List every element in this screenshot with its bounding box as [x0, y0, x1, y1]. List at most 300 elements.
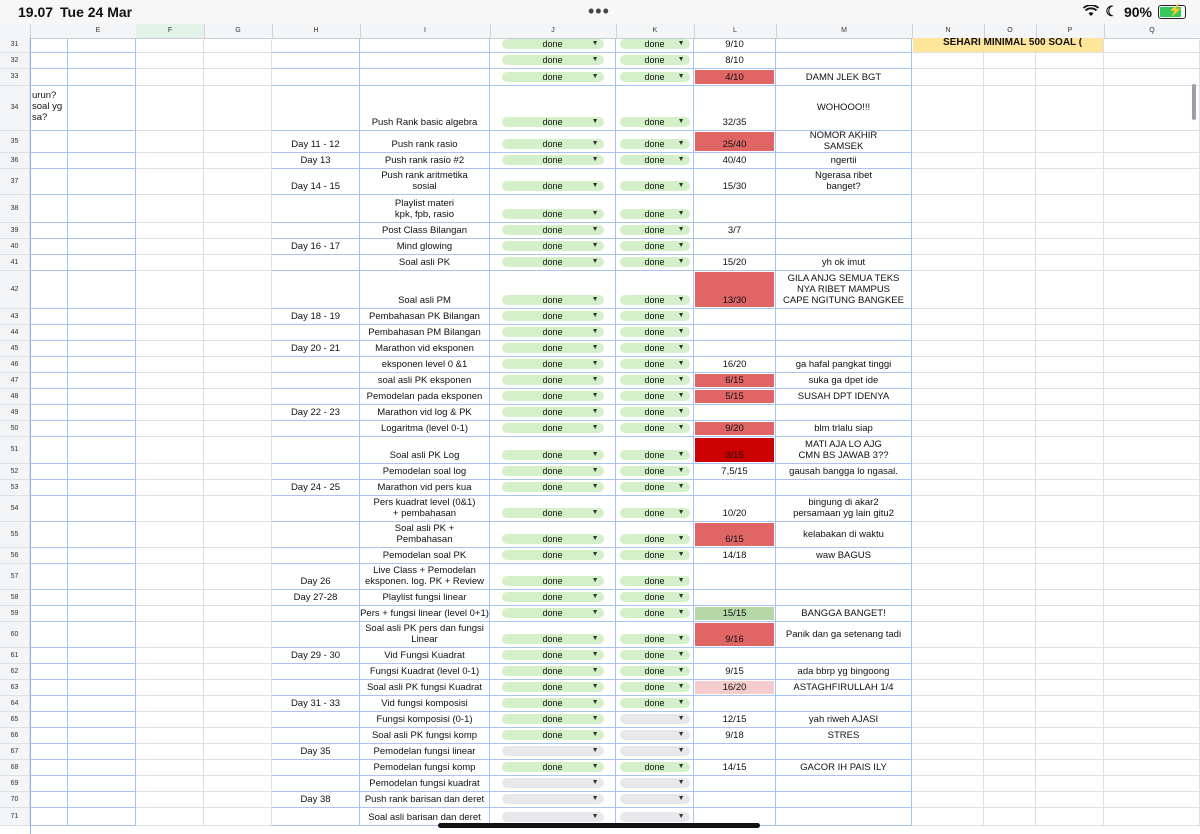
status-dropdown[interactable]	[502, 762, 604, 772]
cell-e[interactable]	[30, 696, 68, 712]
review-dropdown[interactable]	[620, 55, 690, 65]
cell-k-status[interactable]	[616, 480, 694, 496]
cell-o[interactable]	[984, 309, 1036, 325]
cell-e[interactable]	[30, 712, 68, 728]
cell-g[interactable]	[204, 271, 272, 309]
cell-q[interactable]	[1104, 648, 1200, 664]
dropdown-arrow-icon[interactable]: ▼	[677, 650, 685, 658]
cell-j-status[interactable]	[490, 53, 616, 70]
cell-k-status[interactable]	[616, 760, 694, 776]
cell-g[interactable]	[204, 153, 272, 169]
cell-q[interactable]	[1104, 480, 1200, 496]
cell-i-task[interactable]	[360, 357, 490, 373]
cell-h-day[interactable]	[272, 86, 360, 131]
review-dropdown[interactable]	[620, 682, 690, 692]
review-dropdown[interactable]	[620, 650, 690, 660]
dropdown-arrow-icon[interactable]: ▼	[677, 257, 685, 265]
cell-g[interactable]	[204, 195, 272, 223]
cell-n[interactable]	[912, 590, 984, 606]
cell-l-score[interactable]	[694, 271, 776, 309]
row-number[interactable]	[0, 480, 30, 496]
cell-g[interactable]	[204, 389, 272, 405]
cell-q[interactable]	[1104, 680, 1200, 696]
dropdown-arrow-icon[interactable]: ▼	[677, 117, 685, 125]
cell-g[interactable]	[204, 792, 272, 808]
review-dropdown[interactable]	[620, 666, 690, 676]
cell-n[interactable]	[912, 564, 984, 590]
dropdown-arrow-icon[interactable]: ▼	[677, 550, 685, 558]
cell-j-status[interactable]	[490, 648, 616, 664]
cell-i-task[interactable]	[360, 696, 490, 712]
cell-f[interactable]	[136, 792, 204, 808]
cell-j-status[interactable]	[490, 760, 616, 776]
cell-i-task[interactable]	[360, 648, 490, 664]
dropdown-arrow-icon[interactable]: ▼	[677, 666, 685, 674]
cell-i-task[interactable]	[360, 405, 490, 421]
cell-p[interactable]	[1036, 606, 1104, 622]
cell-l-score[interactable]	[694, 325, 776, 341]
status-dropdown[interactable]	[502, 482, 604, 492]
cell-p[interactable]	[1036, 405, 1104, 421]
cell-k-status[interactable]	[616, 373, 694, 389]
status-dropdown[interactable]	[502, 225, 604, 235]
row-number[interactable]	[0, 464, 30, 480]
cell-e[interactable]	[30, 728, 68, 744]
cell-e2[interactable]	[68, 496, 136, 522]
status-dropdown[interactable]	[502, 730, 604, 740]
cell-p[interactable]	[1036, 53, 1104, 70]
cell-n[interactable]	[912, 464, 984, 480]
review-dropdown[interactable]	[620, 311, 690, 321]
cell-m-note[interactable]	[776, 389, 912, 405]
cell-h-day[interactable]	[272, 69, 360, 86]
cell-l-score[interactable]	[694, 389, 776, 405]
cell-j-status[interactable]	[490, 696, 616, 712]
cell-h-day[interactable]	[272, 309, 360, 325]
column-header-g[interactable]: G	[204, 24, 273, 38]
cell-q[interactable]	[1104, 776, 1200, 792]
cell-f[interactable]	[136, 480, 204, 496]
cell-e[interactable]	[30, 437, 68, 464]
cell-o[interactable]	[984, 131, 1036, 153]
status-dropdown[interactable]	[502, 650, 604, 660]
status-dropdown[interactable]	[502, 257, 604, 267]
cell-k-status[interactable]	[616, 255, 694, 271]
cell-m-note[interactable]	[776, 792, 912, 808]
row-number[interactable]	[0, 744, 30, 760]
cell-f[interactable]	[136, 309, 204, 325]
dropdown-arrow-icon[interactable]: ▼	[591, 778, 599, 786]
cell-e2[interactable]	[68, 728, 136, 744]
dropdown-arrow-icon[interactable]: ▼	[591, 72, 599, 80]
cell-q[interactable]	[1104, 357, 1200, 373]
cell-p[interactable]	[1036, 664, 1104, 680]
cell-j-status[interactable]	[490, 153, 616, 169]
cell-n[interactable]	[912, 86, 984, 131]
cell-q[interactable]	[1104, 69, 1200, 86]
cell-q[interactable]	[1104, 86, 1200, 131]
cell-o[interactable]	[984, 389, 1036, 405]
cell-k-status[interactable]	[616, 271, 694, 309]
cell-n[interactable]	[912, 606, 984, 622]
cell-h-day[interactable]	[272, 744, 360, 760]
cell-j-status[interactable]	[490, 548, 616, 564]
cell-i-task[interactable]	[360, 480, 490, 496]
cell-l-score[interactable]	[694, 564, 776, 590]
cell-j-status[interactable]	[490, 195, 616, 223]
cell-j-status[interactable]	[490, 131, 616, 153]
cell-i-task[interactable]	[360, 760, 490, 776]
cell-e[interactable]	[30, 53, 68, 70]
cell-g[interactable]	[204, 38, 272, 53]
cell-l-score[interactable]	[694, 53, 776, 70]
cell-g[interactable]	[204, 590, 272, 606]
cell-g[interactable]	[204, 744, 272, 760]
review-dropdown[interactable]	[620, 295, 690, 305]
cell-j-status[interactable]	[490, 664, 616, 680]
row-number[interactable]	[0, 341, 30, 357]
row-number[interactable]	[0, 405, 30, 421]
cell-g[interactable]	[204, 606, 272, 622]
cell-f[interactable]	[136, 38, 204, 53]
cell-e2[interactable]	[68, 744, 136, 760]
review-dropdown[interactable]	[620, 812, 690, 822]
dropdown-arrow-icon[interactable]: ▼	[591, 714, 599, 722]
cell-m-note[interactable]	[776, 744, 912, 760]
dropdown-arrow-icon[interactable]: ▼	[677, 534, 685, 542]
dropdown-arrow-icon[interactable]: ▼	[591, 794, 599, 802]
cell-j-status[interactable]	[490, 405, 616, 421]
cell-p[interactable]	[1036, 153, 1104, 169]
cell-g[interactable]	[204, 357, 272, 373]
cell-p[interactable]	[1036, 496, 1104, 522]
cell-g[interactable]	[204, 255, 272, 271]
cell-f[interactable]	[136, 153, 204, 169]
cell-j-status[interactable]	[490, 325, 616, 341]
status-dropdown[interactable]	[502, 72, 604, 82]
cell-q[interactable]	[1104, 255, 1200, 271]
cell-j-status[interactable]	[490, 271, 616, 309]
cell-k-status[interactable]	[616, 69, 694, 86]
dropdown-arrow-icon[interactable]: ▼	[591, 311, 599, 319]
cell-e[interactable]	[30, 648, 68, 664]
cell-l-score[interactable]	[694, 169, 776, 195]
cell-o[interactable]	[984, 696, 1036, 712]
cell-o[interactable]	[984, 496, 1036, 522]
cell-i-task[interactable]	[360, 309, 490, 325]
cell-n[interactable]	[912, 239, 984, 255]
dropdown-arrow-icon[interactable]: ▼	[591, 117, 599, 125]
cell-p[interactable]	[1036, 680, 1104, 696]
cell-l-score[interactable]	[694, 696, 776, 712]
cell-h-day[interactable]	[272, 255, 360, 271]
cell-m-note[interactable]	[776, 808, 912, 826]
cell-e[interactable]	[30, 480, 68, 496]
cell-e[interactable]	[30, 606, 68, 622]
status-dropdown[interactable]	[502, 375, 604, 385]
dropdown-arrow-icon[interactable]: ▼	[591, 241, 599, 249]
cell-o[interactable]	[984, 776, 1036, 792]
cell-k-status[interactable]	[616, 728, 694, 744]
cell-e[interactable]	[30, 341, 68, 357]
cell-o[interactable]	[984, 153, 1036, 169]
status-dropdown[interactable]	[502, 634, 604, 644]
cell-j-status[interactable]	[490, 776, 616, 792]
cell-j-status[interactable]	[490, 712, 616, 728]
review-dropdown[interactable]	[620, 534, 690, 544]
cell-f[interactable]	[136, 169, 204, 195]
cell-i-task[interactable]	[360, 131, 490, 153]
cell-j-status[interactable]	[490, 38, 616, 53]
dropdown-arrow-icon[interactable]: ▼	[591, 375, 599, 383]
dropdown-arrow-icon[interactable]: ▼	[591, 450, 599, 458]
row-number[interactable]	[0, 664, 30, 680]
review-dropdown[interactable]	[620, 225, 690, 235]
cell-f[interactable]	[136, 255, 204, 271]
cell-p[interactable]	[1036, 728, 1104, 744]
cell-n[interactable]	[912, 223, 984, 239]
cell-i-task[interactable]	[360, 664, 490, 680]
dropdown-arrow-icon[interactable]: ▼	[677, 746, 685, 754]
cell-e2[interactable]	[68, 590, 136, 606]
cell-q[interactable]	[1104, 373, 1200, 389]
cell-f[interactable]	[136, 744, 204, 760]
cell-e2[interactable]	[68, 437, 136, 464]
cell-l-score[interactable]	[694, 622, 776, 648]
cell-h-day[interactable]	[272, 169, 360, 195]
cell-m-note[interactable]	[776, 38, 912, 53]
cell-i-task[interactable]	[360, 606, 490, 622]
dropdown-arrow-icon[interactable]: ▼	[677, 375, 685, 383]
cell-q[interactable]	[1104, 309, 1200, 325]
status-dropdown[interactable]	[502, 209, 604, 219]
cell-e[interactable]	[30, 223, 68, 239]
cell-k-status[interactable]	[616, 648, 694, 664]
cell-i-task[interactable]	[360, 53, 490, 70]
dropdown-arrow-icon[interactable]: ▼	[677, 209, 685, 217]
cell-f[interactable]	[136, 522, 204, 548]
cell-h-day[interactable]	[272, 437, 360, 464]
cell-q[interactable]	[1104, 271, 1200, 309]
cell-l-score[interactable]	[694, 437, 776, 464]
cell-l-score[interactable]	[694, 648, 776, 664]
cell-e2[interactable]	[68, 69, 136, 86]
cell-k-status[interactable]	[616, 421, 694, 437]
cell-f[interactable]	[136, 341, 204, 357]
cell-n[interactable]	[912, 548, 984, 564]
cell-n[interactable]	[912, 255, 984, 271]
review-dropdown[interactable]	[620, 634, 690, 644]
review-dropdown[interactable]	[620, 746, 690, 756]
cell-i-task[interactable]	[360, 373, 490, 389]
cell-p[interactable]	[1036, 437, 1104, 464]
cell-q[interactable]	[1104, 496, 1200, 522]
cell-n[interactable]	[912, 648, 984, 664]
cell-i-task[interactable]	[360, 271, 490, 309]
cell-m-note[interactable]	[776, 271, 912, 309]
dropdown-arrow-icon[interactable]: ▼	[677, 225, 685, 233]
status-dropdown[interactable]	[502, 311, 604, 321]
cell-p[interactable]	[1036, 86, 1104, 131]
cell-q[interactable]	[1104, 606, 1200, 622]
review-dropdown[interactable]	[620, 592, 690, 602]
cell-o[interactable]	[984, 195, 1036, 223]
cell-m-note[interactable]	[776, 195, 912, 223]
cell-g[interactable]	[204, 239, 272, 255]
review-dropdown[interactable]	[620, 359, 690, 369]
cell-e2[interactable]	[68, 341, 136, 357]
cell-m-note[interactable]	[776, 464, 912, 480]
row-number[interactable]	[0, 223, 30, 239]
cell-p[interactable]	[1036, 712, 1104, 728]
cell-f[interactable]	[136, 548, 204, 564]
status-dropdown[interactable]	[502, 778, 604, 788]
cell-e2[interactable]	[68, 776, 136, 792]
row-number[interactable]	[0, 239, 30, 255]
dropdown-arrow-icon[interactable]: ▼	[591, 576, 599, 584]
cell-i-task[interactable]	[360, 522, 490, 548]
cell-e[interactable]	[30, 38, 68, 53]
cell-f[interactable]	[136, 664, 204, 680]
cell-i-task[interactable]	[360, 38, 490, 53]
cell-n[interactable]	[912, 195, 984, 223]
row-number[interactable]	[0, 606, 30, 622]
cell-l-score[interactable]	[694, 223, 776, 239]
cell-i-task[interactable]	[360, 744, 490, 760]
cell-e2[interactable]	[68, 38, 136, 53]
cell-e[interactable]	[30, 389, 68, 405]
cell-p[interactable]	[1036, 195, 1104, 223]
cell-q[interactable]	[1104, 808, 1200, 826]
cell-i-task[interactable]	[360, 680, 490, 696]
cell-j-status[interactable]	[490, 373, 616, 389]
cell-h-day[interactable]	[272, 808, 360, 826]
cell-j-status[interactable]	[490, 680, 616, 696]
cell-q[interactable]	[1104, 464, 1200, 480]
cell-g[interactable]	[204, 69, 272, 86]
cell-m-note[interactable]	[776, 357, 912, 373]
review-dropdown[interactable]	[620, 343, 690, 353]
review-dropdown[interactable]	[620, 407, 690, 417]
cell-j-status[interactable]	[490, 223, 616, 239]
dropdown-arrow-icon[interactable]: ▼	[677, 311, 685, 319]
dropdown-arrow-icon[interactable]: ▼	[677, 592, 685, 600]
cell-l-score[interactable]	[694, 712, 776, 728]
cell-h-day[interactable]	[272, 564, 360, 590]
dropdown-arrow-icon[interactable]: ▼	[677, 181, 685, 189]
cell-o[interactable]	[984, 480, 1036, 496]
cell-m-note[interactable]	[776, 53, 912, 70]
cell-n[interactable]	[912, 421, 984, 437]
column-header-p[interactable]: P	[1036, 24, 1105, 38]
dropdown-arrow-icon[interactable]: ▼	[677, 407, 685, 415]
dropdown-arrow-icon[interactable]: ▼	[677, 241, 685, 249]
cell-o[interactable]	[984, 728, 1036, 744]
cell-o[interactable]	[984, 712, 1036, 728]
cell-o[interactable]	[984, 53, 1036, 70]
review-dropdown[interactable]	[620, 391, 690, 401]
cell-m-note[interactable]	[776, 153, 912, 169]
cell-i-task[interactable]	[360, 776, 490, 792]
dropdown-arrow-icon[interactable]: ▼	[591, 812, 599, 820]
cell-i-task[interactable]	[360, 86, 490, 131]
dropdown-arrow-icon[interactable]: ▼	[591, 139, 599, 147]
cell-o[interactable]	[984, 223, 1036, 239]
dropdown-arrow-icon[interactable]: ▼	[677, 576, 685, 584]
cell-e[interactable]	[30, 373, 68, 389]
cell-i-task[interactable]	[360, 195, 490, 223]
row-number[interactable]	[0, 760, 30, 776]
cell-f[interactable]	[136, 239, 204, 255]
review-dropdown[interactable]	[620, 714, 690, 724]
cell-o[interactable]	[984, 373, 1036, 389]
cell-e2[interactable]	[68, 792, 136, 808]
cell-m-note[interactable]	[776, 712, 912, 728]
cell-j-status[interactable]	[490, 437, 616, 464]
cell-g[interactable]	[204, 53, 272, 70]
column-header-j[interactable]: J	[490, 24, 617, 38]
cell-h-day[interactable]	[272, 271, 360, 309]
cell-h-day[interactable]	[272, 496, 360, 522]
cell-q[interactable]	[1104, 548, 1200, 564]
cell-n[interactable]	[912, 792, 984, 808]
cell-g[interactable]	[204, 522, 272, 548]
row-number[interactable]	[0, 421, 30, 437]
cell-l-score[interactable]	[694, 728, 776, 744]
cell-h-day[interactable]	[272, 760, 360, 776]
cell-n[interactable]	[912, 131, 984, 153]
cell-g[interactable]	[204, 680, 272, 696]
cell-m-note[interactable]	[776, 223, 912, 239]
cell-n[interactable]	[912, 480, 984, 496]
cell-n[interactable]	[912, 357, 984, 373]
cell-g[interactable]	[204, 648, 272, 664]
status-dropdown[interactable]	[502, 714, 604, 724]
cell-p[interactable]	[1036, 271, 1104, 309]
cell-k-status[interactable]	[616, 325, 694, 341]
review-dropdown[interactable]	[620, 139, 690, 149]
cell-g[interactable]	[204, 808, 272, 826]
cell-e[interactable]	[30, 405, 68, 421]
cell-n[interactable]	[912, 664, 984, 680]
dropdown-arrow-icon[interactable]: ▼	[677, 812, 685, 820]
cell-n[interactable]	[912, 712, 984, 728]
dropdown-arrow-icon[interactable]: ▼	[591, 466, 599, 474]
review-dropdown[interactable]	[620, 423, 690, 433]
cell-i-task[interactable]	[360, 169, 490, 195]
row-number[interactable]	[0, 153, 30, 169]
cell-m-note[interactable]	[776, 564, 912, 590]
cell-e[interactable]	[30, 153, 68, 169]
cell-p[interactable]	[1036, 564, 1104, 590]
cell-j-status[interactable]	[490, 744, 616, 760]
cell-l-score[interactable]	[694, 744, 776, 760]
cell-p[interactable]	[1036, 357, 1104, 373]
cell-m-note[interactable]	[776, 86, 912, 131]
cell-n[interactable]	[912, 622, 984, 648]
cell-g[interactable]	[204, 776, 272, 792]
cell-p[interactable]	[1036, 309, 1104, 325]
cell-n[interactable]	[912, 728, 984, 744]
cell-q[interactable]	[1104, 341, 1200, 357]
cell-o[interactable]	[984, 464, 1036, 480]
cell-j-status[interactable]	[490, 464, 616, 480]
cell-k-status[interactable]	[616, 239, 694, 255]
cell-l-score[interactable]	[694, 664, 776, 680]
cell-p[interactable]	[1036, 69, 1104, 86]
cell-p[interactable]	[1036, 792, 1104, 808]
cell-p[interactable]	[1036, 480, 1104, 496]
